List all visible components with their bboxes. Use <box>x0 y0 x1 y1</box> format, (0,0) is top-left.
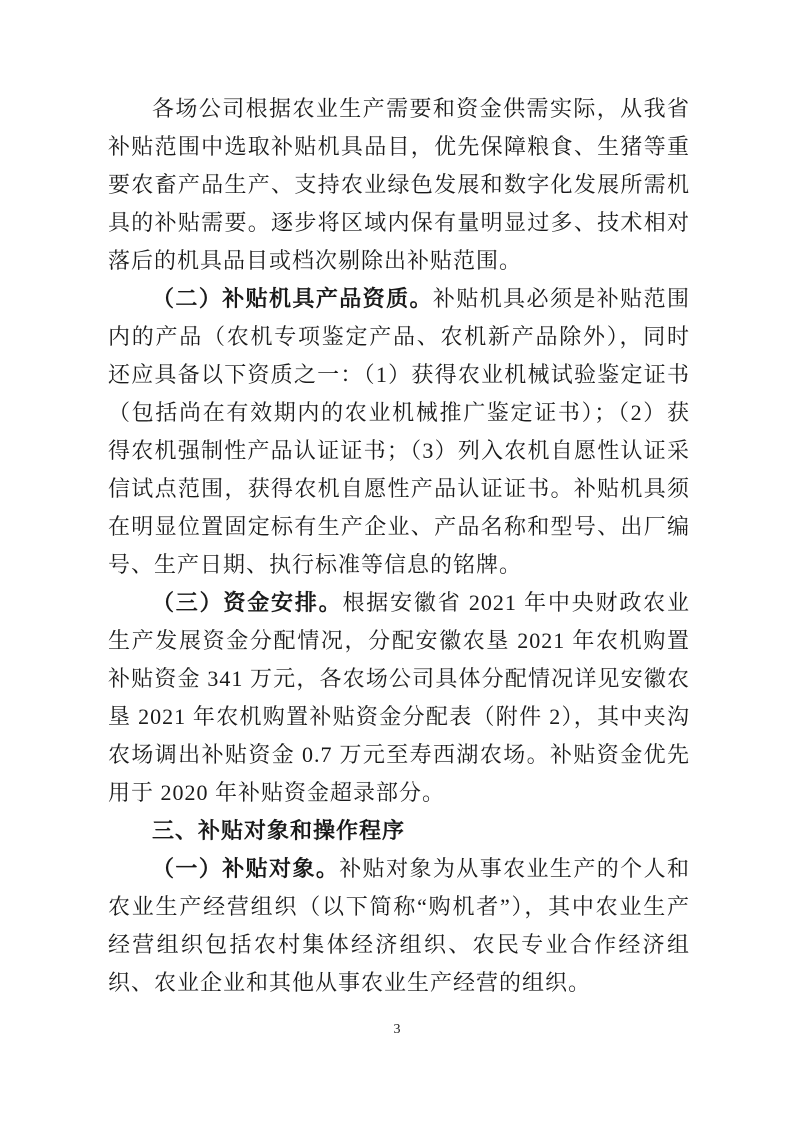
paragraph-lead: （二）补贴机具产品资质。 <box>152 286 433 311</box>
paragraph-text: 补贴机具必须是补贴范围内的产品（农机专项鉴定产品、农机新产品除外），同时还应具备以下资质之一：（1）获得农业机械试验鉴定证书（包括尚在有效期内的农业机械推广鉴定证书）；（2）获得农机强制性产品认证证书；（3）列入农机自愿性认证采信试点范围，获得农机自愿性产品认证证书。补贴机具须在明显位置固定标有生产企业、产品名称和型号、出厂编号、生产日期、执行标准等信息的铭牌。 <box>108 286 690 577</box>
paragraph-text: 补贴对象为从事农业生产的个人和农业生产经营组织（以下简称“购机者”），其中农业生产经营组织包括农村集体经济组织、农民专业合作经济组织、农业企业和其他从事农业生产经营的组织。 <box>108 856 690 995</box>
section-heading: 三、补贴对象和操作程序 <box>152 818 406 843</box>
paragraph <box>108 850 690 1002</box>
page-number: 3 <box>393 1022 401 1037</box>
paragraph-text: 根据安徽省 2021 年中央财政农业生产发展资金分配情况，分配安徽农垦 2021 年农机购置补贴资金 341 万元，各农场公司具体分配情况详见安徽农垦 2021 年农机购置补贴资金分配表（附件 2），其中夹沟农场调出补贴资金 0.7 万元至寿西湖农场。补贴资金优先用于 2020 年补贴资金超录部分。 <box>108 590 690 805</box>
document-body <box>108 90 690 1002</box>
paragraph-lead: （三）资金安排。 <box>152 590 343 615</box>
paragraph-lead: （一）补贴对象。 <box>152 856 340 881</box>
paragraph-text: 各场公司根据农业生产需要和资金供需实际，从我省补贴范围中选取补贴机具品目，优先保障粮食、生猪等重要农畜产品生产、支持农业绿色发展和数字化发展所需机具的补贴需要。逐步将区域内保有量明显过多、技术相对落后的机具品目或档次剔除出补贴范围。 <box>108 96 690 273</box>
paragraph <box>108 584 690 812</box>
paragraph <box>108 280 690 584</box>
paragraph <box>108 90 690 280</box>
